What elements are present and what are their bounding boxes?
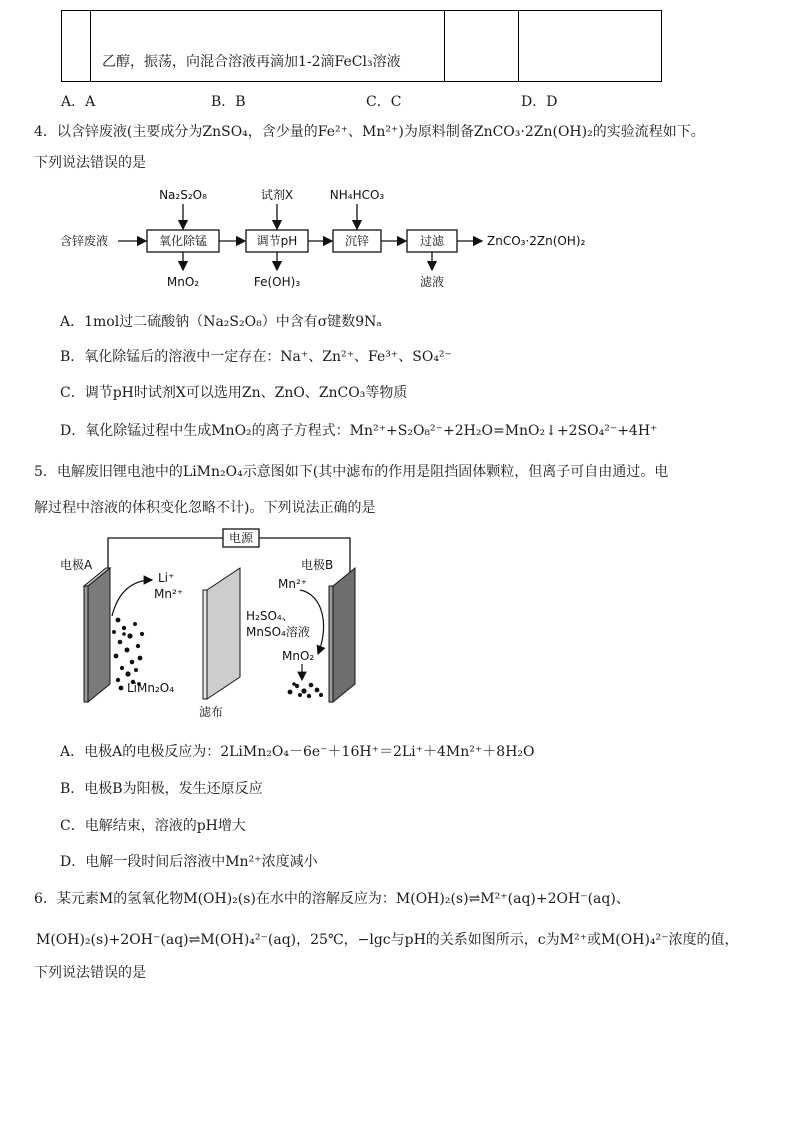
q3-option-a: A．A xyxy=(61,94,96,110)
q5-stem: 5．电解废旧锂电池中的LiMn₂O₄示意图如下(其中滤布的作用是阻挡固体颗粒，但离子可自由通过。电 xyxy=(34,464,669,480)
flow-input-bicarbonate: NH₄HCO₃ xyxy=(329,188,385,202)
table-divider xyxy=(444,11,445,81)
flow-step-oxidation: 氧化除锰 xyxy=(158,234,208,248)
ion-li-label: Li⁺ xyxy=(158,571,175,585)
q5-option-d: D．电解一段时间后溶液中Mn²⁺浓度减小 xyxy=(60,854,318,870)
ion-mn-label: Mn²⁺ xyxy=(154,587,184,601)
flow-output-filtrate: 滤液 xyxy=(419,275,445,289)
flow-step-adjust-ph: 调节pH xyxy=(256,234,298,248)
flow-output-feoh3: Fe(OH)₃ xyxy=(253,275,301,289)
electrolysis-cell-figure xyxy=(0,524,794,724)
q6-stem-continued: M(OH)₂(s)+2OH⁻(aq)⇌M(OH)₄²⁻(aq)，25℃，−lgc与pH的关系如图所示，c为M²⁺或M(OH)₄²⁻浓度的值， xyxy=(36,932,739,948)
q3-option-b: B．B xyxy=(211,94,246,110)
electrode-a xyxy=(84,568,110,702)
flow-output-mno2: MnO₂ xyxy=(166,275,200,289)
zinc-process-flowchart xyxy=(0,180,794,298)
flow-input-reagent-x: 试剂X xyxy=(260,188,294,202)
solution-label-line2: MnSO₄溶液 xyxy=(246,625,310,639)
solution-label-line1: H₂SO₄、 xyxy=(246,609,294,623)
q3-option-d: D．D xyxy=(521,94,558,110)
q5-option-b: B．电极B为阳极，发生还原反应 xyxy=(60,781,263,797)
electrode-b xyxy=(329,568,355,702)
q5-option-a: A．电极A的电极反应为：2LiMn₂O₄－6e⁻＋16H⁺＝2Li⁺＋4Mn²⁺＋8H₂O xyxy=(60,744,535,760)
q4-stem-continued: 下列说法错误的是 xyxy=(34,155,146,171)
table-divider xyxy=(90,11,91,81)
limn2o4-particles xyxy=(112,618,144,691)
q6-stem-question: 下列说法错误的是 xyxy=(34,965,146,981)
q4-option-b: B．氧化除锰后的溶液中一定存在：Na⁺、Zn²⁺、Fe³⁺、SO₄²⁻ xyxy=(60,349,452,365)
table-cell-text: 乙醇，振荡，向混合溶液再滴加1-2滴FeCl₃溶液 xyxy=(102,54,401,70)
q6-stem: 6．某元素M的氢氧化物M(OH)₂(s)在水中的溶解反应为：M(OH)₂(s)⇌M²⁺(aq)+2OH⁻(aq)、 xyxy=(34,891,630,907)
q5-option-c: C．电解结束，溶液的pH增大 xyxy=(60,818,246,834)
table-divider xyxy=(518,11,519,81)
limn2o4-label: LiMn₂O₄ xyxy=(127,681,175,695)
reagent-table-row xyxy=(61,10,662,82)
flow-input-persulfate: Na₂S₂O₈ xyxy=(159,188,207,202)
flow-product-label: ZnCO₃·2Zn(OH)₂ xyxy=(487,234,586,248)
mno2-particles xyxy=(288,682,324,698)
power-source-label: 电源 xyxy=(228,531,254,545)
flow-step-precipitate: 沉锌 xyxy=(344,234,370,248)
q5-stem-continued: 解过程中溶液的体积变化忽略不计)。下列说法正确的是 xyxy=(34,500,376,516)
q4-stem: 4．以含锌废液(主要成分为ZnSO₄，含少量的Fe²⁺、Mn²⁺)为原料制备ZnCO₃·2Zn(OH)₂的实验流程如下。 xyxy=(34,124,705,140)
filter-cloth-label: 滤布 xyxy=(199,705,224,719)
filter-cloth xyxy=(203,568,240,699)
flow-start-label: 含锌废液 xyxy=(60,234,109,248)
flow-step-filter: 过滤 xyxy=(419,234,445,248)
q4-option-d: D．氧化除锰过程中生成MnO₂的离子方程式：Mn²⁺+S₂O₈²⁻+2H₂O=MnO₂↓+2SO₄²⁻+4H⁺ xyxy=(60,423,658,439)
electrode-b-label: 电极B xyxy=(301,558,334,572)
ion-mn-b-label: Mn²⁺ xyxy=(278,577,308,591)
q3-option-c: C．C xyxy=(366,94,402,110)
q4-option-c: C．调节pH时试剂X可以选用Zn、ZnO、ZnCO₃等物质 xyxy=(60,385,408,401)
mno2-label: MnO₂ xyxy=(282,649,315,663)
electrode-a-label: 电极A xyxy=(60,558,93,572)
q4-option-a: A．1mol过二硫酸钠（Na₂S₂O₈）中含有σ键数9Nₐ xyxy=(60,314,382,330)
